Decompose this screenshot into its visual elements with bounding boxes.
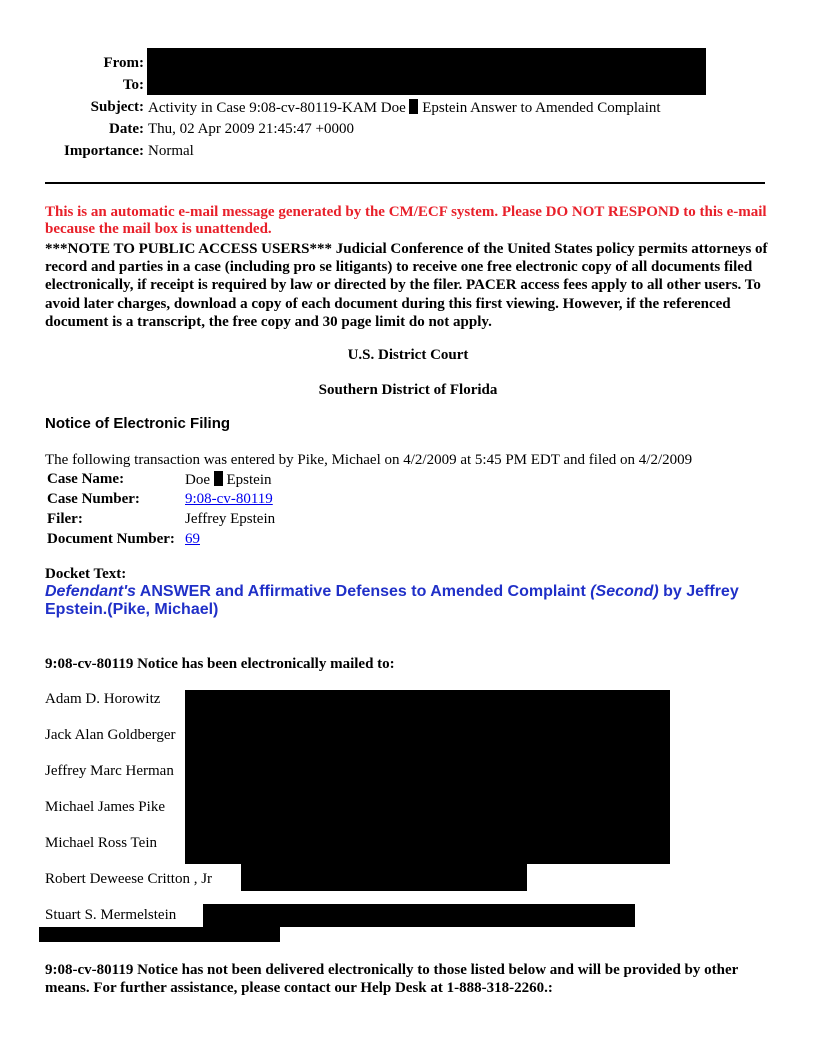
redaction-recipient-mermelstein [203, 904, 635, 927]
auto-message-warning: This is an automatic e-mail message generated by the CM/ECF system. Please DO NOT RESPOND to this e-mail because the mail box is unattended. [45, 204, 767, 237]
transaction-text: The following transaction was entered by Pike, Michael on 4/2/2009 at 5:45 PM EDT and filed on 4/2/2009 [45, 452, 693, 468]
document-number-link[interactable]: 69 [185, 531, 200, 547]
document-number-label: Document Number: [47, 531, 175, 547]
header-divider [45, 182, 765, 184]
not-delivered-notice: 9:08-cv-80119 Notice has not been delivered electronically to those listed below and will be provided by other means. For further assistance, please contact our Help Desk at 1-888-318-2260.: [45, 962, 739, 996]
case-name-label: Case Name: [47, 471, 125, 487]
from-label: From: [103, 55, 144, 71]
public-access-note: ***NOTE TO PUBLIC ACCESS USERS*** Judicial Conference of the United States policy permits attorneys of record and parties in a case (including pro se litigants) to receive one free electronic copy of all documents filed electronically, if receipt is required by law or directed by the filer. PACER access fees apply to all other users. To avoid later charges, download a copy of each document during this first viewing. However, if the referenced document is a transcript, the free copy and 30 page limit do not apply. [45, 241, 768, 330]
recipient-2: Jack Alan Goldberger [45, 727, 176, 743]
docket-text-label: Docket Text: [45, 566, 127, 582]
recipient-3: Jeffrey Marc Herman [45, 763, 174, 779]
redaction-recipient-critton [241, 863, 527, 891]
to-label: To: [122, 77, 144, 93]
filer-label: Filer: [47, 511, 83, 527]
date-label: Date: [109, 121, 144, 137]
redaction-recipient-mermelstein-wrap [39, 927, 280, 942]
case-name-value [185, 471, 272, 489]
court-name: U.S. District Court [347, 347, 469, 363]
case-name-before: Doe [185, 472, 210, 488]
case-number-label: Case Number: [47, 491, 140, 507]
docket-text-answer: ANSWER and Affirmative Defenses to Amended Complaint [135, 583, 591, 600]
recipient-1: Adam D. Horowitz [45, 691, 161, 707]
importance-label: Importance: [64, 143, 144, 159]
subject-label: Subject: [90, 99, 144, 115]
recipient-6: Robert Deweese Critton , Jr [45, 871, 213, 887]
mailed-heading: 9:08-cv-80119 Notice has been electronically mailed to: [45, 656, 395, 672]
subject-text-after: Epstein Answer to Amended Complaint [422, 100, 661, 116]
redaction-case-name [214, 471, 223, 486]
nef-heading: Notice of Electronic Filing [45, 415, 231, 432]
docket-text-second: (Second) [590, 583, 659, 600]
recipient-7: Stuart S. Mermelstein [45, 907, 177, 923]
docket-text [45, 583, 775, 619]
redaction-subject [409, 99, 418, 114]
subject-value [148, 99, 661, 117]
date-value: Thu, 02 Apr 2009 21:45:47 +0000 [148, 121, 354, 137]
recipient-5: Michael Ross Tein [45, 835, 157, 851]
recipient-4: Michael James Pike [45, 799, 165, 815]
case-number-link[interactable]: 9:08-cv-80119 [185, 491, 273, 507]
docket-text-defendant: Defendant's [45, 583, 136, 600]
subject-text-before: Activity in Case 9:08-cv-80119-KAM Doe [148, 100, 406, 116]
importance-value: Normal [148, 143, 194, 159]
docket-text-filer: by Jeffrey Epstein.(Pike, Michael) [45, 583, 739, 618]
redaction-from-to [147, 48, 706, 95]
case-name-after: Epstein [226, 472, 272, 488]
redaction-recipient-emails [185, 690, 670, 864]
court-district: Southern District of Florida [318, 382, 498, 398]
filer-value: Jeffrey Epstein [185, 511, 276, 527]
